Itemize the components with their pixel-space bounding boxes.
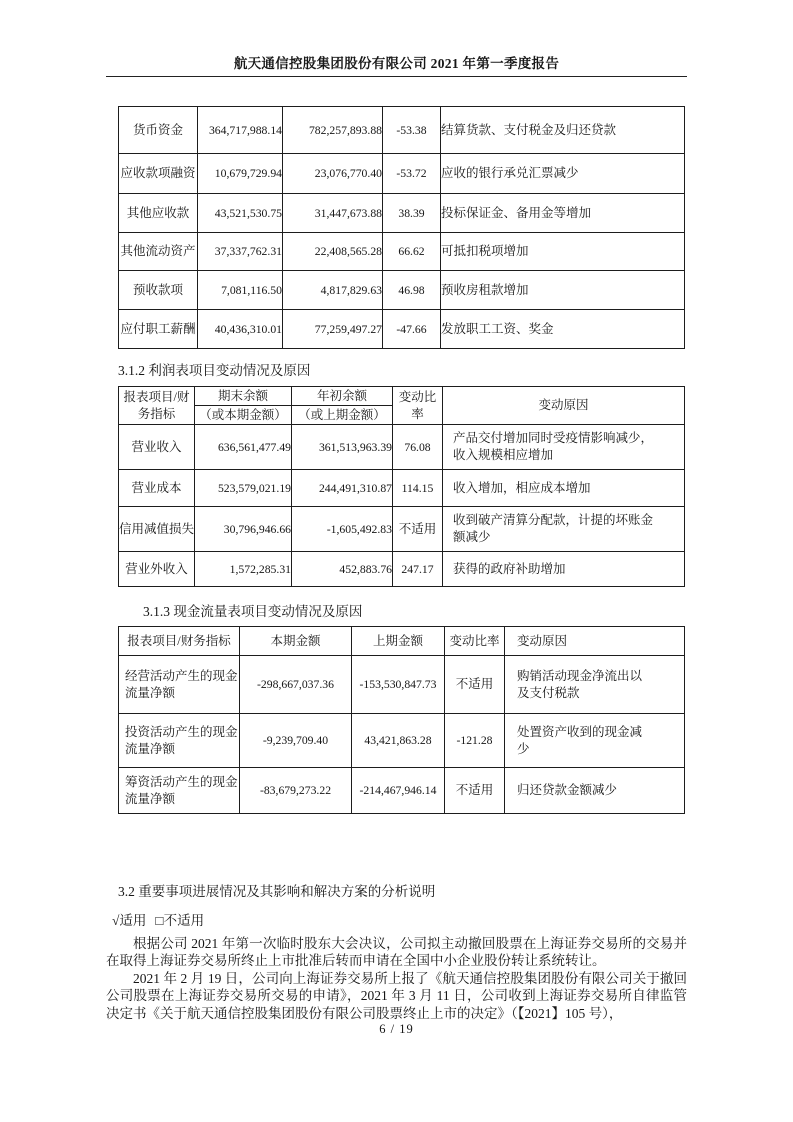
- asset-row: [119, 310, 685, 349]
- section-32-title: 3.2 重要事项进展情况及其影响和解决方案的分析说明: [118, 884, 436, 899]
- year-begin-cell: 782,257,893.88: [283, 107, 383, 154]
- current-amount-cell: -298,667,037.36: [240, 656, 352, 714]
- col-header-begin-sub: （或上期金额）: [292, 406, 393, 425]
- asset-row: [119, 271, 685, 310]
- cashflow-row: [119, 714, 685, 768]
- col-header-begin-top: 年初余额: [292, 387, 393, 406]
- begin-balance-cell: 244,491,310.87: [292, 470, 393, 507]
- cashflow-header-row: [119, 627, 685, 656]
- change-ratio-cell: 76.08: [393, 425, 443, 470]
- cashflow-item-cell: 经营活动产生的现金流量净额: [119, 656, 240, 714]
- income-item-cell: 营业成本: [119, 470, 195, 507]
- empty-checkbox-icon: □: [155, 913, 164, 928]
- page-number: 6 / 19: [379, 1022, 414, 1036]
- change-ratio-cell: 46.98: [383, 271, 441, 310]
- change-reason-cell: 投标保证金、备用金等增加: [441, 194, 685, 233]
- income-item-cell: 营业收入: [119, 425, 195, 470]
- cashflow-row: [119, 656, 685, 714]
- change-ratio-cell: 247.17: [393, 552, 443, 587]
- current-amount-cell: -83,679,273.22: [240, 768, 352, 814]
- asset-item-cell: 应收款项融资: [119, 154, 198, 194]
- section-313-title: 3.1.3 现金流量表项目变动情况及原因: [143, 604, 363, 619]
- cashflow-row: [119, 768, 685, 814]
- current-amount-cell: -9,239,709.40: [240, 714, 352, 768]
- prior-amount-cell: 43,421,863.28: [352, 714, 445, 768]
- cash-flow-table: [118, 626, 685, 814]
- applicable-label: 适用: [119, 913, 147, 928]
- applicable-option: [112, 913, 146, 928]
- begin-balance-cell: 361,513,963.39: [292, 425, 393, 470]
- col-header-item: 报表项目/财务指标: [119, 627, 240, 656]
- change-reason-cell: [505, 714, 685, 768]
- change-ratio-cell: -121.28: [445, 714, 505, 768]
- period-end-cell: 10,679,729.94: [198, 154, 283, 194]
- period-end-cell: 37,337,762.31: [198, 233, 283, 271]
- page-content: [106, 0, 687, 1022]
- paragraph: 根据公司 2021 年第一次临时股东大会决议，公司拟主动撤回股票在上海证券交易所的交易并在取得上海证券交易所终止上市批准后转而申请在全国中小企业股份转让系统转让。: [106, 936, 687, 969]
- change-ratio-cell: -47.66: [383, 310, 441, 349]
- prior-amount-cell: -214,467,946.14: [352, 768, 445, 814]
- prior-amount-cell: -153,530,847.73: [352, 656, 445, 714]
- col-header-reason: 变动原因: [505, 627, 685, 656]
- section-312-title: 3.1.2 利润表项目变动情况及原因: [118, 363, 311, 378]
- col-header-prior: 上期金额: [352, 627, 445, 656]
- asset-row: [119, 194, 685, 233]
- change-reason-cell: [443, 470, 685, 507]
- change-reason-cell: [443, 425, 685, 470]
- reason-text: 产品交付增加同时受疫情影响减少，收入规模相应增加: [453, 431, 654, 462]
- period-end-cell: 40,436,310.01: [198, 310, 283, 349]
- begin-balance-cell: 452,883.76: [292, 552, 393, 587]
- reason-text: 获得的政府补助增加: [453, 561, 566, 576]
- year-begin-cell: 22,408,565.28: [283, 233, 383, 271]
- asset-row: [119, 233, 685, 271]
- asset-row: [119, 154, 685, 194]
- cashflow-item-cell: 投资活动产生的现金流量净额: [119, 714, 240, 768]
- end-balance-cell: 30,796,946.66: [195, 507, 292, 552]
- change-ratio-cell: -53.72: [383, 154, 441, 194]
- end-balance-cell: 1,572,285.31: [195, 552, 292, 587]
- balance-items-table: [118, 106, 685, 349]
- asset-item-cell: 货币资金: [119, 107, 198, 154]
- asset-item-cell: 应付职工薪酬: [119, 310, 198, 349]
- page-header-title: 航天通信控股集团股份有限公司 2021 年第一季度报告: [233, 56, 560, 71]
- income-header-row: [119, 387, 685, 406]
- change-reason-cell: 可抵扣税项增加: [441, 233, 685, 271]
- cashflow-item-cell: 筹资活动产生的现金流量净额: [119, 768, 240, 814]
- change-reason-cell: 结算货款、支付税金及归还贷款: [441, 107, 685, 154]
- income-item-cell: 信用减值损失: [119, 507, 195, 552]
- col-header-ratio: 变动比率: [445, 627, 505, 656]
- income-item-cell: 营业外收入: [119, 552, 195, 587]
- year-begin-cell: 31,447,673.88: [283, 194, 383, 233]
- change-ratio-cell: 38.39: [383, 194, 441, 233]
- reason-text: 处置资产收到的现金减少: [517, 724, 643, 756]
- reason-text: 归还贷款金额减少: [517, 783, 618, 797]
- paragraph: 2021 年 2 月 19 日，公司向上海证券交易所上报了《航天通信控股集团股份有限公司关于撤回公司股票在上海证券交易所交易的申请》，2021 年 3 月 11 日，公司收到上海证券交易所自律监管决定书《关于航天通信控股集团股份有限公司股票终止上市的决定》（【2021】105 号），: [106, 970, 687, 1021]
- col-header-ratio: 变动比率: [393, 387, 443, 425]
- header-rule: [106, 76, 687, 77]
- year-begin-cell: 4,817,829.63: [283, 271, 383, 310]
- income-row: [119, 552, 685, 587]
- asset-item-cell: 其他流动资产: [119, 233, 198, 271]
- col-header-item: 报表项目/财务指标: [119, 387, 195, 425]
- income-row: [119, 470, 685, 507]
- col-header-end-sub: （或本期金额）: [195, 406, 292, 425]
- income-row: [119, 507, 685, 552]
- col-header-reason: 变动原因: [443, 387, 685, 425]
- period-end-cell: 364,717,988.14: [198, 107, 283, 154]
- applicability-line: [112, 909, 687, 929]
- not-applicable-option: [155, 913, 204, 928]
- reason-text: 购销活动现金净流出以及支付税款: [517, 668, 643, 700]
- year-begin-cell: 23,076,770.40: [283, 154, 383, 194]
- asset-item-cell: 预收款项: [119, 271, 198, 310]
- progress-paragraphs: [106, 935, 687, 1022]
- change-ratio-cell: 不适用: [445, 656, 505, 714]
- begin-balance-cell: -1,605,492.83: [292, 507, 393, 552]
- end-balance-cell: 636,561,477.49: [195, 425, 292, 470]
- not-applicable-label: 不适用: [163, 913, 205, 928]
- asset-row: [119, 107, 685, 154]
- income-statement-table: [118, 386, 685, 587]
- year-begin-cell: 77,259,497.27: [283, 310, 383, 349]
- change-reason-cell: 应收的银行承兑汇票减少: [441, 154, 685, 194]
- change-reason-cell: 预收房租款增加: [441, 271, 685, 310]
- change-reason-cell: [443, 507, 685, 552]
- change-reason-cell: [443, 552, 685, 587]
- change-ratio-cell: 不适用: [393, 507, 443, 552]
- change-ratio-cell: 不适用: [445, 768, 505, 814]
- change-reason-cell: [505, 656, 685, 714]
- change-reason-cell: 发放职工工资、奖金: [441, 310, 685, 349]
- asset-item-cell: 其他应收款: [119, 194, 198, 233]
- check-icon: √: [112, 913, 120, 928]
- change-ratio-cell: 66.62: [383, 233, 441, 271]
- period-end-cell: 43,521,530.75: [198, 194, 283, 233]
- income-row: [119, 425, 685, 470]
- col-header-current: 本期金额: [240, 627, 352, 656]
- end-balance-cell: 523,579,021.19: [195, 470, 292, 507]
- col-header-end-top: 期末余额: [195, 387, 292, 406]
- change-ratio-cell: -53.38: [383, 107, 441, 154]
- reason-text: 收入增加，相应成本增加: [453, 480, 591, 495]
- reason-text: 收到破产清算分配款，计提的坏账金额减少: [453, 513, 654, 544]
- period-end-cell: 7,081,116.50: [198, 271, 283, 310]
- change-ratio-cell: 114.15: [393, 470, 443, 507]
- change-reason-cell: [505, 768, 685, 814]
